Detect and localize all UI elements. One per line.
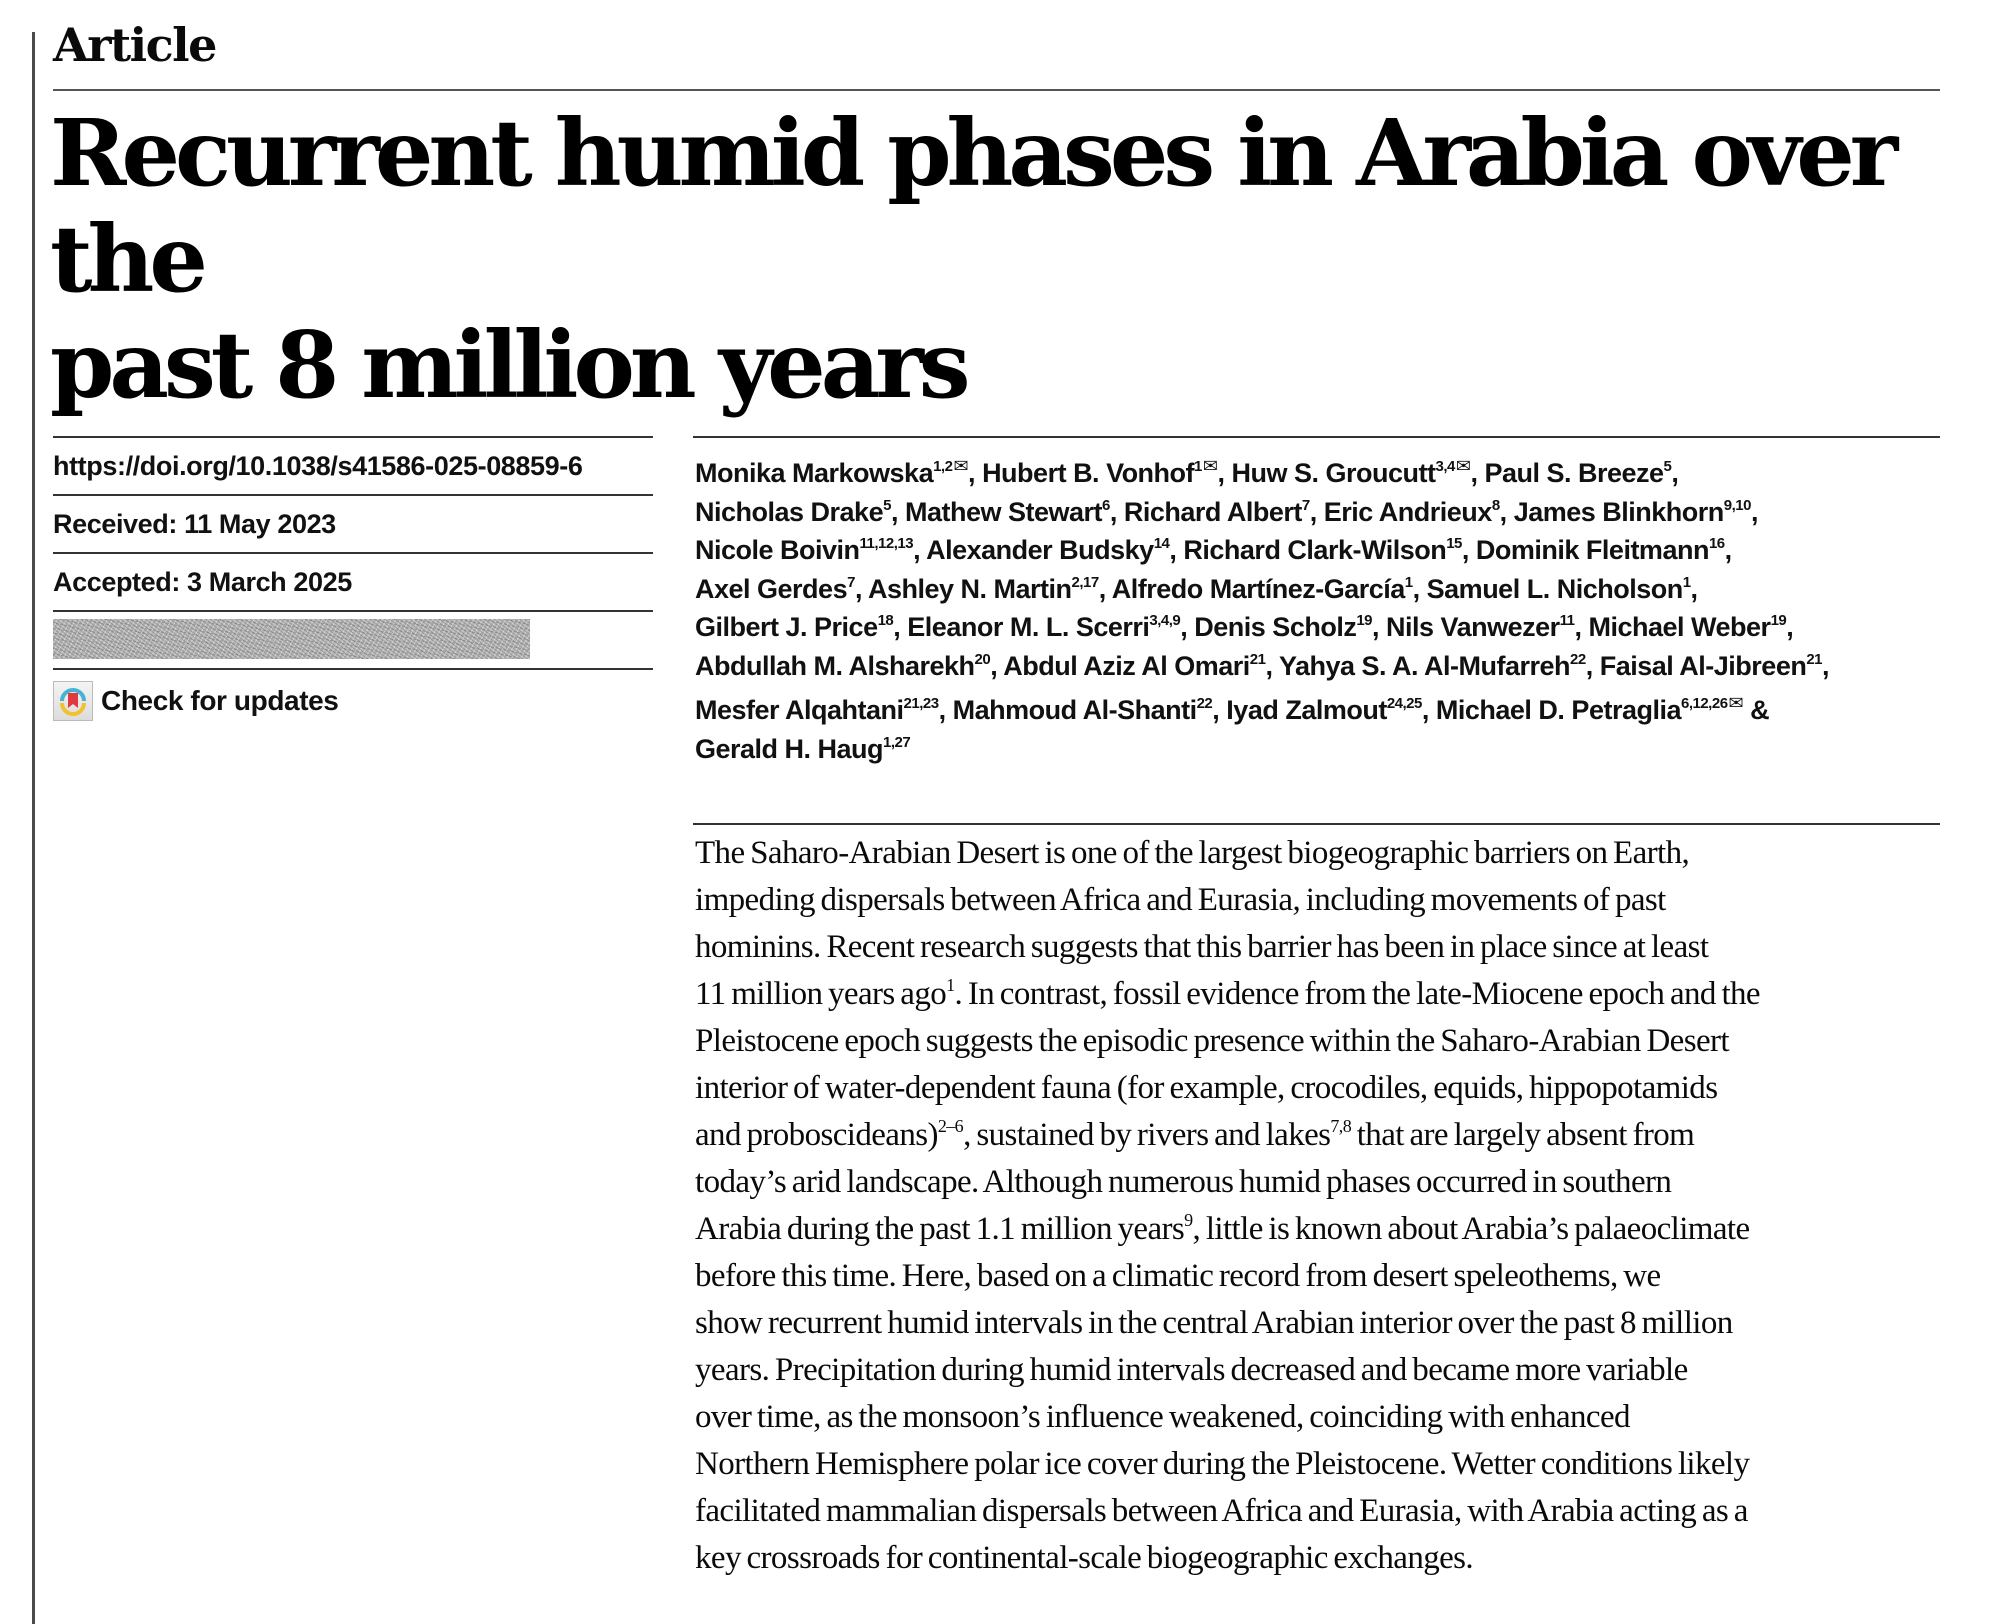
author-name[interactable] [1386,612,1574,642]
author-separator: , [1098,573,1112,604]
author-name-text: Yahya S. A. Al-Mufarreh [1278,650,1571,681]
author-name-text: Ashley N. Martin [867,573,1072,604]
abstract-line [695,1394,1935,1441]
author-affiliation: 11,12,13 [859,535,914,552]
author-name-text: Richard Albert [1123,496,1302,527]
envelope-icon[interactable]: ✉ [1202,456,1218,477]
abstract-line [695,1206,1935,1253]
author-separator: , [1750,496,1758,527]
abstract-line [695,1441,1935,1488]
header-divider [53,89,1940,91]
author-name[interactable] [1484,458,1671,488]
author-affiliation: 11 [1559,612,1575,629]
author-name-text: Eleanor M. L. Scerri [907,612,1150,642]
author-name[interactable] [695,695,939,725]
author-name-text: Abdul Aziz Al Omari [1003,650,1250,681]
author-name[interactable] [1514,497,1751,527]
author-name-text: Denis Scholz [1194,612,1357,642]
author-name-text: Alfredo Martínez-García [1111,573,1405,604]
abstract-text: , sustained by rivers and lakes [963,1117,1331,1153]
author-name[interactable] [1112,574,1413,604]
author-separator: , [968,458,983,488]
abstract-text: key crossroads for continental-scale biogeographic exchanges. [695,1540,1474,1576]
author-affiliation: 2,17 [1071,573,1099,591]
envelope-icon[interactable]: ✉ [953,456,969,477]
abstract-text: show recurrent humid intervals in the central Arabian interior over the past 8 million [695,1305,1733,1341]
author-name-text: Samuel L. Nicholson [1426,573,1683,604]
author-separator: , [1265,650,1279,681]
author-name[interactable] [1324,497,1500,527]
author-name-text: Richard Clark-Wilson [1183,535,1447,565]
author-affiliation: 20 [974,650,991,668]
abstract-text: hominins. Recent research suggests that this barrier has been in place since at least [695,929,1709,965]
author-name[interactable] [907,612,1180,642]
author-affiliation: 15 [1446,535,1462,552]
author-name[interactable] [1279,651,1586,681]
author-affiliation: 19 [1356,612,1373,629]
author-name[interactable] [1183,535,1462,565]
author-name[interactable] [1003,651,1265,681]
left-margin-rule [32,32,35,1624]
author-separator: , [1421,695,1436,725]
article-type-label: Article [53,18,216,72]
author-affiliation: 5 [1663,458,1672,475]
author-affiliation: 6 [1102,496,1110,514]
author-affiliation: 7 [847,573,855,591]
author-name[interactable] [695,458,968,488]
author-list [695,448,1945,768]
author-name-text: James Blinkhorn [1513,496,1724,527]
abstract-text: 11 million years ago [695,976,947,1012]
title-line-1: Recurrent humid phases in Arabia over the [50,99,1894,313]
author-affiliation: 16 [1708,535,1725,552]
author-name[interactable] [695,651,990,681]
author-name-text: Michael Weber [1588,612,1771,642]
author-name-text: Mathew Stewart [904,496,1102,527]
doi-link[interactable]: https://doi.org/10.1038/s41586-025-08859-6 [53,451,583,481]
author-name-text: Gerald H. Haug [695,733,884,764]
abstract-line [695,1018,1935,1065]
author-affiliation: 3,4,9 [1149,612,1181,629]
abstract-line [695,1112,1935,1159]
author-separator: , [913,535,927,565]
abstract-text: and proboscideans) [695,1117,938,1153]
title-line-2: past 8 million years [50,311,966,419]
author-name-text: Dominik Fleitmann [1475,535,1709,565]
abstract-text: The Saharo-Arabian Desert is one of the largest biogeographic barriers on Earth, [695,835,1690,871]
abstract-text: that are largely absent from [1351,1117,1695,1153]
author-name-text: Hubert B. Vonhof [982,458,1195,488]
abstract-text: Pleistocene epoch suggests the episodic presence within the Saharo-Arabian Desert [695,1023,1729,1059]
author-name-text: Abdullah M. Alsharekh [695,650,975,681]
abstract-line [695,1535,1935,1582]
check-for-updates-label: Check for updates [101,685,339,716]
author-name-text: Mahmoud Al-Shanti [952,695,1197,725]
abstract-line [695,877,1935,924]
citation-reference[interactable]: 2–6 [937,1116,964,1136]
abstract-line [695,1347,1935,1394]
author-name[interactable] [1124,497,1310,527]
abstract-line [695,1300,1935,1347]
author-separator: , [890,496,905,527]
author-name[interactable] [868,574,1099,604]
author-name[interactable] [695,574,855,604]
author-name[interactable] [905,497,1110,527]
author-separator: , [854,573,868,604]
check-for-updates-button[interactable] [53,670,653,732]
author-affiliation: 21,23 [903,695,939,712]
meta-divider [53,610,653,612]
author-affiliation: 21 [1249,650,1266,668]
author-affiliation: 18 [877,612,894,629]
author-separator: , [1671,458,1679,488]
abstract-line [695,971,1935,1018]
author-name[interactable] [1600,651,1822,681]
author-name[interactable] [695,535,913,565]
abstract-text: Arabia during the past 1.1 million years [695,1211,1185,1247]
author-separator: , [938,695,953,725]
author-separator: , [1822,650,1830,681]
author-separator: , [1786,612,1794,642]
author-separator: , [1180,612,1195,642]
author-separator: , [1499,496,1514,527]
author-name[interactable] [695,497,891,527]
citation-reference[interactable]: 7,8 [1330,1116,1352,1136]
citation-reference[interactable]: 9 [1184,1210,1193,1230]
received-date: Received: 11 May 2023 [53,509,336,539]
author-affiliation: 24,25 [1386,695,1422,712]
author-affiliation: 6,12,26 [1680,695,1728,712]
author-affiliation: 22 [1196,695,1213,712]
author-name[interactable] [695,734,910,764]
author-name-text: Huw S. Groucutt [1231,458,1436,488]
author-separator: , [1470,458,1485,488]
abstract-text: today’s arid landscape. Although numerous humid phases occurred in southern [695,1164,1672,1200]
author-affiliation: 1 [1404,573,1413,591]
author-name[interactable] [1427,574,1691,604]
author-separator: , [1217,458,1232,488]
author-separator: , [1412,573,1427,604]
authors-divider [693,436,1940,438]
author-separator: , [1109,496,1124,527]
author-separator: , [1574,612,1589,642]
abstract-text: years. Precipitation during humid intervals decreased and became more variable [695,1352,1688,1388]
abstract-line [695,1065,1935,1112]
citation-reference[interactable]: 1 [946,975,955,995]
author-affiliation: 21 [1806,650,1823,668]
article-metadata [53,436,653,732]
check-for-updates-icon [53,681,93,721]
abstract-text: impeding dispersals between Africa and Eurasia, including movements of past [695,882,1666,918]
author-name[interactable] [1194,612,1372,642]
author-name-text: Eric Andrieux [1323,496,1492,527]
author-name[interactable] [1589,612,1787,642]
abstract-text: interior of water-dependent fauna (for example, crocodiles, equids, hippopotamids [695,1070,1718,1106]
abstract-line [695,1488,1935,1535]
author-name-text: Mesfer Alqahtani [695,695,904,725]
abstract-line [695,924,1935,971]
author-separator: , [1585,650,1600,681]
author-separator: , [1690,573,1698,604]
abstract-divider [693,823,1940,825]
abstract-text: Northern Hemisphere polar ice cover during the Pleistocene. Wetter conditions likely [695,1446,1750,1482]
author-separator: , [1169,535,1184,565]
author-name-text: Michael D. Petraglia [1435,695,1681,725]
author-name[interactable] [1476,535,1725,565]
article-title [50,100,1950,418]
author-separator: , [1309,496,1324,527]
author-separator: & [1743,695,1770,725]
author-affiliation: 9,10 [1723,496,1751,514]
redacted-region [53,619,530,659]
accepted-date: Accepted: 3 March 2025 [53,567,352,597]
author-affiliation: 5 [883,496,891,514]
author-name-text: Nicholas Drake [695,496,884,527]
author-name[interactable] [1226,695,1422,725]
abstract-text: before this time. Here, based on a climatic record from desert speleothems, we [695,1258,1661,1294]
author-name[interactable] [953,695,1213,725]
abstract-text: . In contrast, fossil evidence from the late-Miocene epoch and the [954,976,1760,1012]
abstract-text: facilitated mammalian dispersals between Africa and Eurasia, with Arabia acting as a [695,1493,1748,1529]
author-name-text: Gilbert J. Price [695,612,878,642]
abstract-text: , little is known about Arabia’s palaeoclimate [1192,1211,1750,1247]
author-name-text: Faisal Al-Jibreen [1599,650,1807,681]
author-affiliation: 1 [1194,458,1202,475]
author-separator: , [1461,535,1476,565]
abstract-line [695,1159,1935,1206]
abstract-text: over time, as the monsoon’s influence weakened, coinciding with enhanced [695,1399,1630,1435]
abstract-line [695,830,1935,877]
author-affiliation: 1,27 [883,733,911,751]
author-name[interactable] [982,458,1217,488]
author-affiliation: 1 [1682,573,1691,591]
author-name-text: Nicole Boivin [695,535,860,565]
author-separator: , [990,650,1004,681]
author-affiliation: 22 [1570,650,1586,668]
envelope-icon[interactable]: ✉ [1728,693,1744,714]
author-separator: , [1372,612,1387,642]
author-affiliation: 14 [1153,535,1170,552]
author-name-text: Monika Markowska [695,458,934,488]
author-affiliation: 7 [1301,496,1310,514]
author-name[interactable] [926,535,1169,565]
author-name-text: Nils Vanwezer [1386,612,1560,642]
author-name-text: Alexander Budsky [926,535,1154,565]
envelope-icon[interactable]: ✉ [1455,456,1471,477]
author-name[interactable] [695,612,893,642]
author-name-text: Paul S. Breeze [1484,458,1664,488]
abstract-line [695,1253,1935,1300]
abstract [695,830,1935,1582]
author-affiliation: 19 [1770,612,1787,629]
author-separator: , [1212,695,1227,725]
author-separator: , [893,612,908,642]
author-name-text: Iyad Zalmout [1226,695,1387,725]
author-affiliation: 8 [1491,496,1500,514]
author-name[interactable] [1231,458,1470,488]
author-affiliation: 3,4 [1435,458,1455,475]
author-separator: , [1724,535,1732,565]
author-name[interactable] [1436,695,1743,725]
author-affiliation: 1,2 [933,458,953,475]
author-name-text: Axel Gerdes [695,573,848,604]
